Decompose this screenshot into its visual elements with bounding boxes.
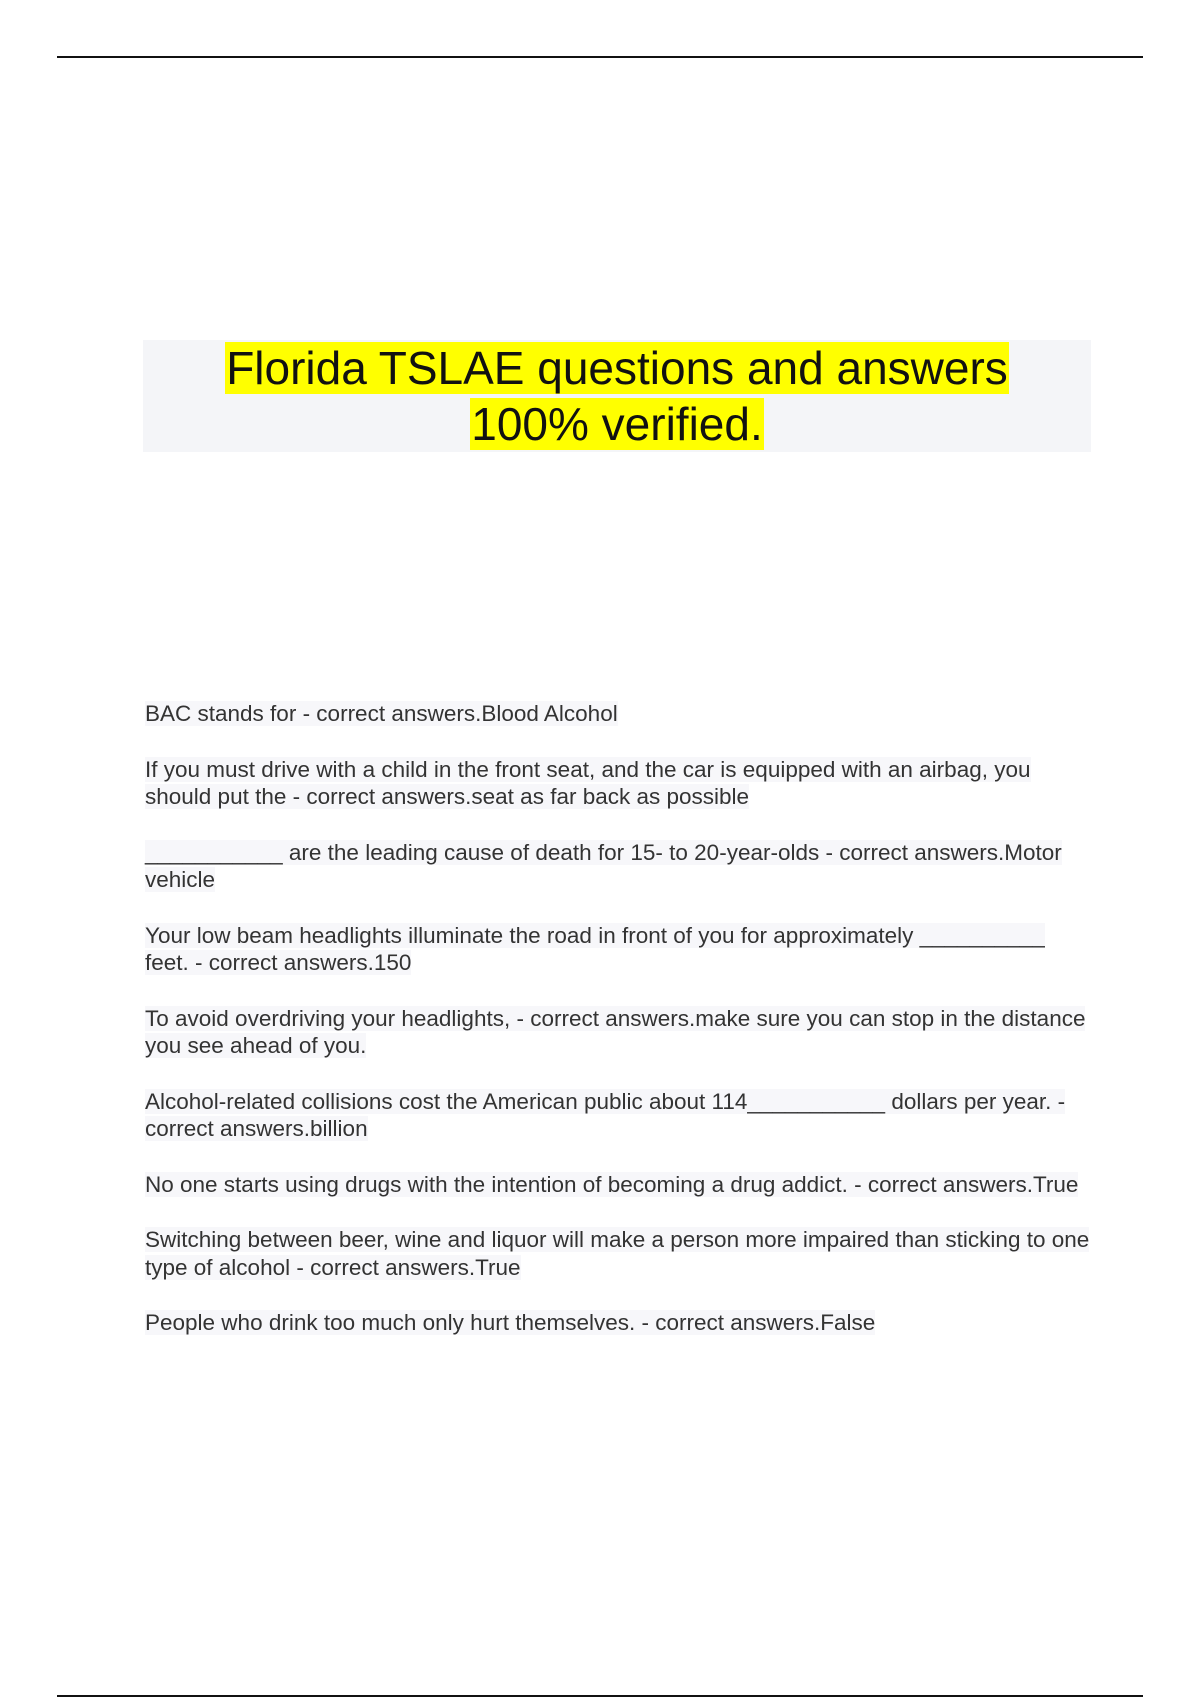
qa-item: Alcohol-related collisions cost the American public about 114___________ dollars per year. - correct answers.billion bbox=[145, 1088, 1066, 1141]
document-title-line-1: Florida TSLAE questions and answers bbox=[226, 342, 1008, 394]
qa-item: Switching between beer, wine and liquor will make a person more impaired than sticking to one type of alcohol - correct answers.True bbox=[145, 1227, 1090, 1280]
bottom-rule bbox=[57, 1695, 1143, 1697]
qa-item: If you must drive with a child in the front seat, and the car is equipped with an airbag, you should put the - correct answers.seat as far back as possible bbox=[145, 756, 1031, 809]
document-title-line-2: 100% verified. bbox=[471, 398, 763, 450]
qa-item: To avoid overdriving your headlights, - correct answers.make sure you can stop in the distance you see ahead of you. bbox=[145, 1005, 1086, 1058]
qa-item: Your low beam headlights illuminate the road in front of you for approximately __________ feet. - correct answers.150 bbox=[145, 922, 1045, 975]
title-box bbox=[143, 340, 1091, 452]
qa-item: People who drink too much only hurt themselves. - correct answers.False bbox=[145, 1310, 876, 1335]
top-rule bbox=[57, 56, 1143, 58]
qa-item: BAC stands for - correct answers.Blood Alcohol bbox=[145, 701, 618, 726]
qa-item: No one starts using drugs with the intention of becoming a drug addict. - correct answers.True bbox=[145, 1171, 1079, 1197]
qa-item: ___________ are the leading cause of death for 15- to 20-year-olds - correct answers.Motor vehicle bbox=[145, 839, 1062, 892]
qa-list bbox=[145, 700, 1090, 1365]
